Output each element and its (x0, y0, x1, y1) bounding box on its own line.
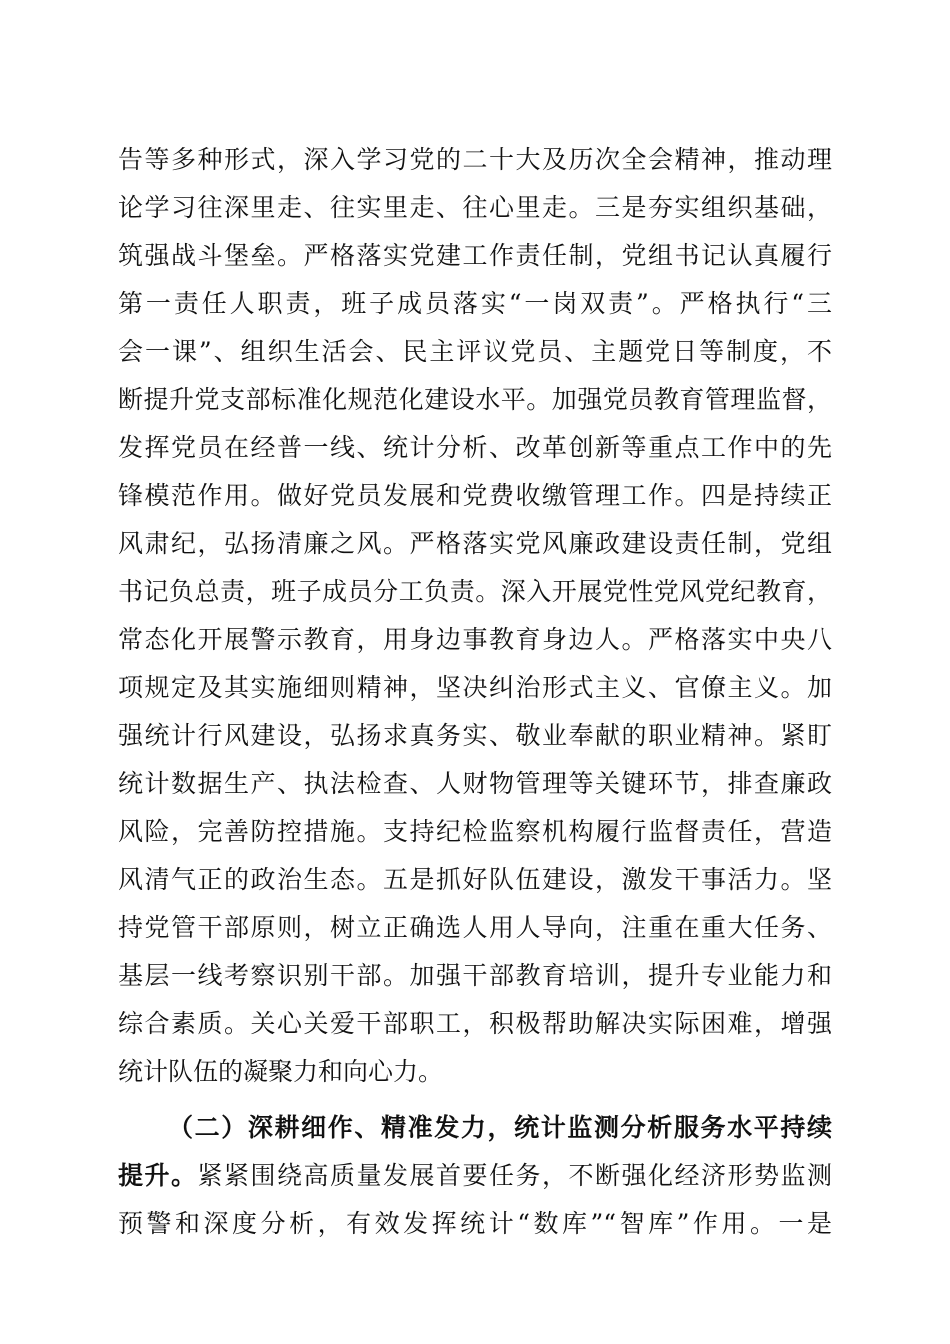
body-text-line: 预警和深度分析，有效发挥统计“数库”“智库”作用。一是 (118, 1209, 832, 1238)
body-text-line: 筑强战斗堡垒。严格落实党建工作责任制，党组书记认真履行 (118, 241, 832, 270)
body-text-line: 统计队伍的凝聚力和向心力。 (118, 1057, 444, 1086)
section-heading: （二）深耕细作、精准发力，统计监测分析服务水平持续 (168, 1113, 832, 1142)
body-text-line: 锋模范作用。做好党员发展和党费收缴管理工作。四是持续正 (118, 481, 832, 510)
section-heading-tail: 提升。 (118, 1161, 198, 1190)
body-text-line: 断提升党支部标准化规范化建设水平。加强党员教育管理监督， (118, 385, 832, 414)
body-text-line: 发挥党员在经普一线、统计分析、改革创新等重点工作中的先 (118, 433, 832, 462)
section-body-text: 紧紧围绕高质量发展首要任务，不断强化经济形势监测 (197, 1161, 832, 1190)
body-text-line: 告等多种形式，深入学习党的二十大及历次全会精神，推动理 (118, 145, 832, 174)
section-heading-continuation (118, 1152, 832, 1200)
body-text-line: 书记负总责，班子成员分工负责。深入开展党性党风党纪教育， (118, 577, 832, 606)
body-text-line: 论学习往深里走、往实里走、往心里走。三是夯实组织基础， (118, 193, 832, 222)
body-text-line: 基层一线考察识别干部。加强干部教育培训，提升专业能力和 (118, 961, 832, 990)
body-text-line: 持党管干部原则，树立正确选人用人导向，注重在重大任务、 (118, 913, 832, 942)
body-text-line: 项规定及其实施细则精神，坚决纠治形式主义、官僚主义。加 (118, 673, 832, 702)
body-text-line: 第一责任人职责，班子成员落实“一岗双责”。严格执行“三 (118, 289, 832, 318)
body-text-line: 风清气正的政治生态。五是抓好队伍建设，激发干事活力。坚 (118, 865, 832, 894)
body-text-line: 统计数据生产、执法检查、人财物管理等关键环节，排查廉政 (118, 769, 832, 798)
body-text-line: 强统计行风建设，弘扬求真务实、敬业奉献的职业精神。紧盯 (118, 721, 832, 750)
body-text-line: 综合素质。关心关爱干部职工，积极帮助解决实际困难，增强 (118, 1009, 832, 1038)
body-text-line: 常态化开展警示教育，用身边事教育身边人。严格落实中央八 (118, 625, 832, 654)
body-text-line: 风肃纪，弘扬清廉之风。严格落实党风廉政建设责任制，党组 (118, 529, 832, 558)
body-text-line: 风险，完善防控措施。支持纪检监察机构履行监督责任，营造 (118, 817, 832, 846)
body-text-line: 会一课”、组织生活会、民主评议党员、主题党日等制度，不 (118, 337, 832, 366)
